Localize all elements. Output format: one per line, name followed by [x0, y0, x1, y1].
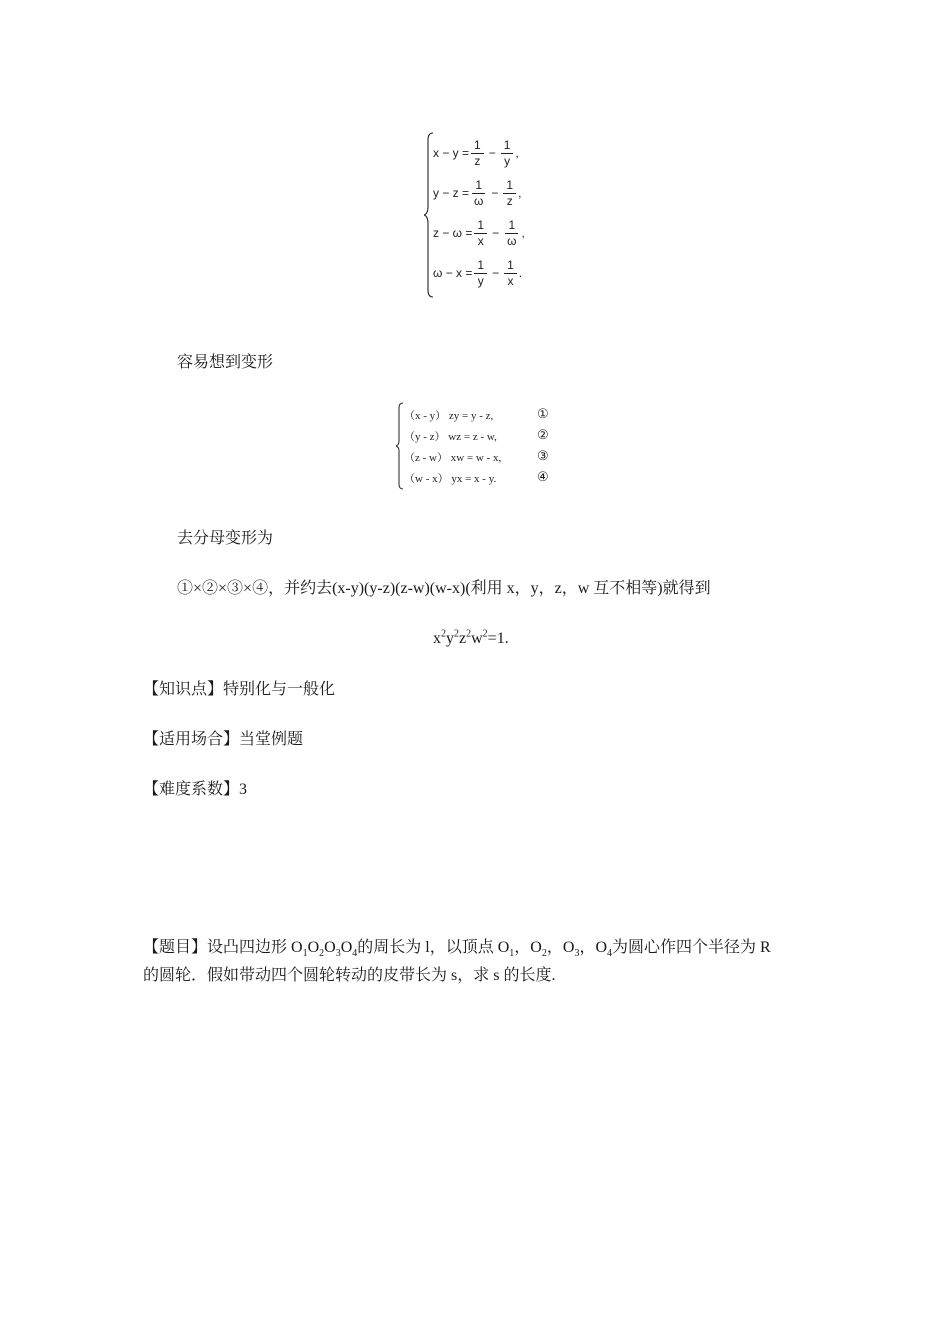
left-brace: [396, 402, 404, 490]
equation-marker: ②: [537, 427, 549, 442]
equation-row: x − y = $\frac{1}{z}$ − $\frac{1}{y}$ ,: [433, 137, 519, 168]
fraction: $\frac{1}{z}$: [471, 139, 484, 168]
fraction: $\frac{1}{z}$: [503, 179, 516, 208]
text-transform: 容易想到变形: [177, 354, 274, 371]
equation-row: y − z = $\frac{1}{\omega}$ − $\frac{1}{z}$ ,: [433, 177, 522, 208]
equation-row: （x - y） zy = y - z,: [404, 409, 494, 422]
result-equation: $x^2y^2z^2w^2=1$.: [433, 628, 509, 647]
difficulty-label: 【难度系数】: [143, 781, 240, 798]
text-multiply: ①×②×③×④，并约去(x-y)(y-z)(z-w)(w-x)(利用 x，y，z，w 互不相等)就得到: [177, 580, 711, 597]
fraction: $\frac{1}{y}$: [474, 259, 487, 288]
scenario-label: 【适用场合】: [143, 731, 240, 748]
applicable-scenario: [143, 730, 303, 750]
scenario-value: 当堂例题: [239, 731, 304, 748]
equation-row: ω − x = $\frac{1}{y}$ − $\frac{1}{x}$ .: [433, 257, 523, 288]
equation-row: z − ω = $\frac{1}{x}$ − $\frac{1}{\omega}$ ,: [433, 217, 525, 248]
fraction: $\frac{1}{x}$: [504, 259, 517, 288]
equation-row: （z - w） xw = w - x,: [404, 451, 502, 464]
knowledge-value: 特别化与一般化: [223, 681, 336, 698]
difficulty: [143, 780, 247, 800]
equation-system-1: [424, 132, 544, 298]
knowledge-label: 【知识点】: [143, 681, 224, 698]
problem-label: 【题目】: [143, 939, 208, 956]
text-denominator: 去分母变形为: [177, 530, 274, 547]
equation-system-2: [396, 402, 566, 490]
equation-marker: ③: [537, 448, 549, 463]
equation-row: （w - x） yx = x - y.: [404, 472, 497, 485]
equation-marker: ①: [537, 406, 549, 421]
fraction: $\frac{1}{x}$: [474, 219, 487, 248]
equation-row: （y - z） wz = z - w,: [404, 430, 497, 443]
equation-marker: ④: [537, 469, 549, 484]
fraction: $\frac{1}{y}$: [501, 139, 514, 168]
fraction: $\frac{1}{\omega}$: [507, 217, 517, 248]
problem-line-1: 【题目】设凸四边形 $O_1O_2O_3O_4$的周长为 l，以顶点 $O_1$，$O_2$，$O_3$，$O_4$为圆心作四个半径为 R: [143, 939, 771, 960]
problem-line-2: 的圆轮．假如带动四个圆轮转动的皮带长为 s，求 s 的长度.: [143, 967, 556, 984]
fraction: $\frac{1}{\omega}$: [474, 177, 484, 208]
difficulty-value: 3: [239, 781, 248, 798]
knowledge-point: [143, 680, 335, 700]
